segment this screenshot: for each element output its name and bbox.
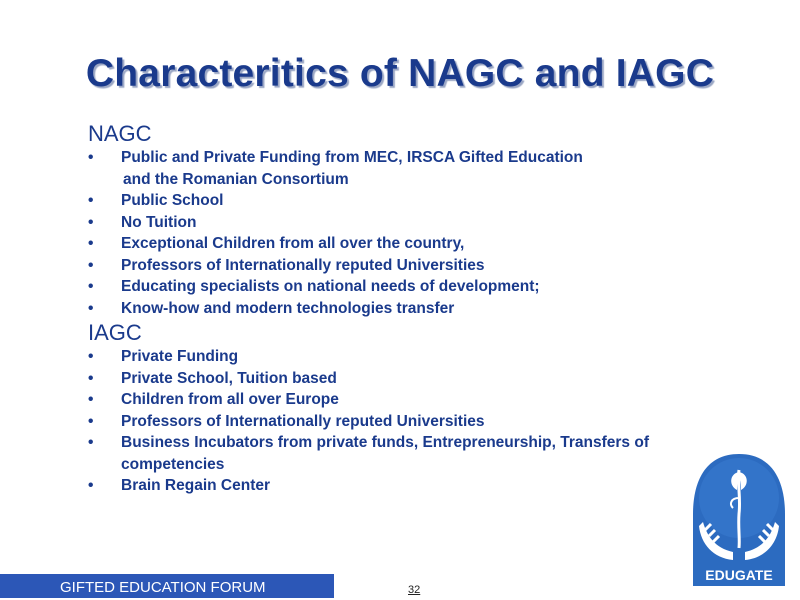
list-item: • Brain Regain Center bbox=[88, 475, 778, 497]
bullet-icon: • bbox=[88, 278, 94, 295]
list-item: • Children from all over Europe bbox=[88, 389, 778, 411]
list-item: • Private School, Tuition based bbox=[88, 368, 778, 390]
list-item: • Exceptional Children from all over the country, bbox=[88, 233, 778, 255]
slide-title: Characteritics of NAGC and IAGC bbox=[85, 52, 715, 95]
list-item: • Professors of Internationally reputed Universities bbox=[88, 411, 778, 433]
bullet-icon: • bbox=[88, 477, 94, 494]
bullet-icon: • bbox=[88, 192, 94, 209]
list-item: • Public and Private Funding from MEC, IRSCA Gifted Education and the Romanian Consortium bbox=[88, 149, 583, 188]
iagc-heading: IAGC bbox=[88, 320, 142, 345]
bullet-icon: • bbox=[88, 369, 94, 387]
list-item: • Educating specialists on national needs of development; bbox=[88, 276, 778, 298]
hands-flower-icon bbox=[693, 452, 785, 588]
bullet-icon: • bbox=[88, 434, 94, 451]
slide-content bbox=[88, 121, 778, 497]
logo-text: EDUGATE bbox=[705, 567, 773, 583]
list-item: • No Tuition bbox=[88, 212, 778, 234]
list-item: • Know-how and modern technologies transfer bbox=[88, 298, 778, 320]
edugate-logo bbox=[693, 452, 785, 588]
page-number: 32 bbox=[408, 584, 421, 596]
list-item: • Professors of Internationally reputed Universities bbox=[88, 255, 778, 277]
bullet-icon: • bbox=[88, 213, 94, 231]
iagc-list bbox=[88, 346, 778, 497]
list-item: • Business Incubators from private funds, Entrepreneurship, Transfers of competencies bbox=[88, 434, 649, 473]
bullet-icon: • bbox=[88, 391, 94, 408]
footer-label: GIFTED EDUCATION FORUM bbox=[60, 579, 266, 596]
list-item: • Public School bbox=[88, 190, 778, 212]
bullet-icon: • bbox=[88, 235, 94, 252]
bullet-icon: • bbox=[88, 149, 94, 166]
nagc-heading: NAGC bbox=[88, 121, 152, 146]
bullet-icon: • bbox=[88, 412, 94, 430]
bullet-icon: • bbox=[88, 299, 94, 317]
bullet-icon: • bbox=[88, 256, 94, 274]
list-item: • Private Funding bbox=[88, 346, 778, 368]
nagc-list bbox=[88, 147, 778, 319]
bullet-icon: • bbox=[88, 348, 94, 365]
